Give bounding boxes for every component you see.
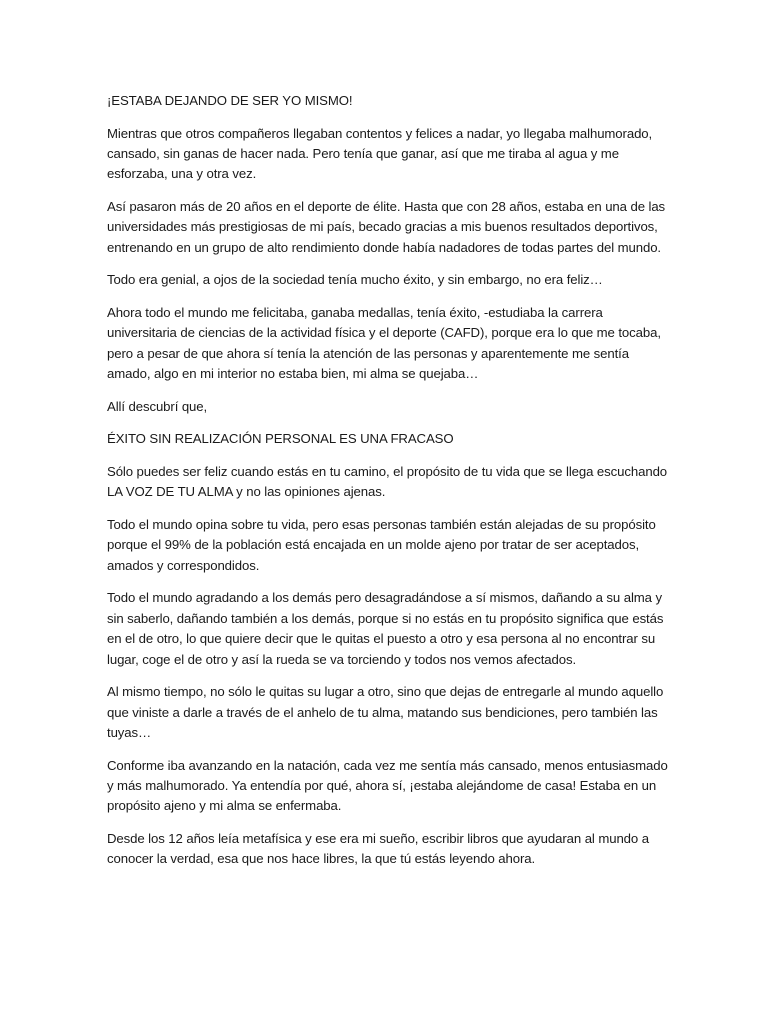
- paragraph: Desde los 12 años leía metafísica y ese era mi sueño, escribir libros que ayudaran al mundo a conocer la verdad, esa que nos hace libres, la que tú estás leyendo ahora.: [107, 831, 649, 867]
- paragraph: Conforme iba avanzando en la natación, cada vez me sentía más cansado, menos entusiasmado y más malhumorado. Ya entendía por qué, ahora sí, ¡estaba alejándome de casa! Estaba en un propósito ajeno y mi alma se enfermaba.: [107, 757, 668, 814]
- document-heading: ¡ESTABA DEJANDO DE SER YO MISMO!: [107, 93, 353, 108]
- paragraph: Allí descubrí que,: [107, 398, 208, 414]
- paragraph: Así pasaron más de 20 años en el deporte de élite. Hasta que con 28 años, estaba en una de las universidades más prestigiosas de mi país, becado gracias a mis buenos resultados deportivos, entrenando en un grupo de alto rendimiento donde había nadadores de todas partes del mundo.: [107, 199, 666, 255]
- paragraph: Sólo puedes ser feliz cuando estás en tu camino, el propósito de tu vida que se llega escuchando LA VOZ DE TU ALMA y no las opiniones ajenas.: [107, 464, 668, 500]
- paragraph: Mientras que otros compañeros llegaban contentos y felices a nadar, yo llegaba malhumorado, cansado, sin ganas de hacer nada. Pero tenía que ganar, así que me tiraba al agua y me esforzaba, una y otra vez.: [107, 125, 653, 182]
- paragraph: Al mismo tiempo, no sólo le quitas su lugar a otro, sino que dejas de entregarle al mundo aquello que viniste a darle a través de el anhelo de tu alma, matando sus bendiciones, pero también las tuyas…: [107, 684, 664, 741]
- paragraph: Todo el mundo agradando a los demás pero desagradándose a sí mismos, dañando a su alma y sin saberlo, dañando también a los demás, porque si no estás en tu propósito significa que estás en el de otro, lo que quiere decir que le quitas el puesto a otro y esa persona al no encontrar su lugar, coge el de otro y así la rueda se va torciendo y todos nos vemos afectados.: [107, 590, 664, 667]
- paragraph: Ahora todo el mundo me felicitaba, ganaba medallas, tenía éxito, -estudiaba la carrera universitaria de ciencias de la actividad física y el deporte (CAFD), porque era lo que me tocaba, pero a pesar de que ahora sí tenía la atención de las personas y aparentemente me sentía amado, algo en mi interior no estaba bien, mi alma se quejaba…: [107, 305, 661, 382]
- document-body: [107, 91, 669, 882]
- paragraph: Todo el mundo opina sobre tu vida, pero esas personas también están alejadas de su propósito porque el 99% de la población está encajada en un molde ajeno por tratar de ser aceptados, amados y correspondidos.: [107, 517, 656, 573]
- section-heading: ÉXITO SIN REALIZACIÓN PERSONAL ES UNA FRACASO: [107, 431, 454, 447]
- paragraph: Todo era genial, a ojos de la sociedad tenía mucho éxito, y sin embargo, no era feliz…: [107, 272, 603, 288]
